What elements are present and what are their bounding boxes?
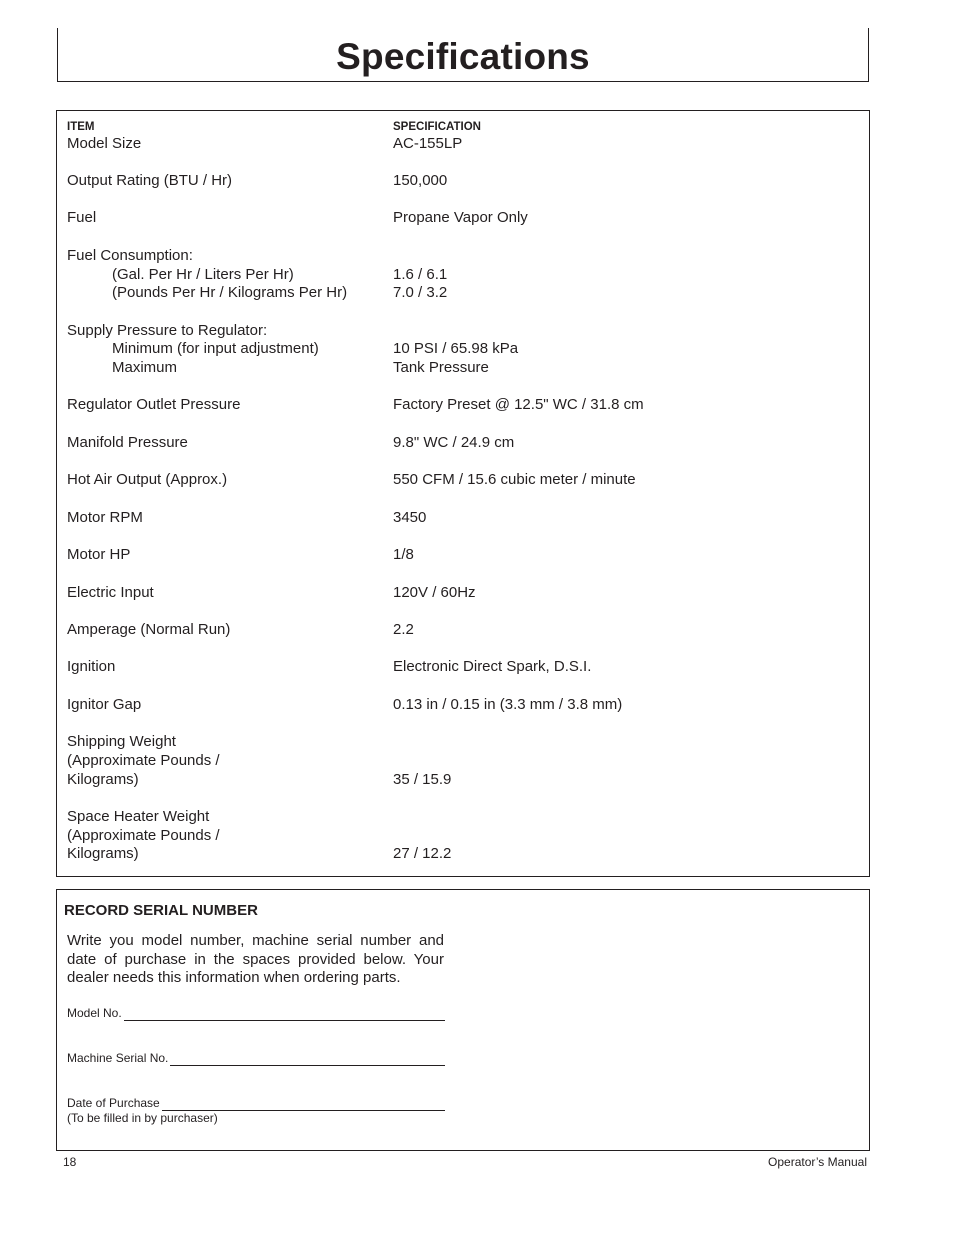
spec-value: Factory Preset @ 12.5" WC / 31.8 cm — [393, 396, 644, 413]
spec-value: 120V / 60Hz — [393, 584, 476, 601]
spec-item: Ignition — [67, 658, 116, 675]
model-number-line[interactable] — [124, 1008, 445, 1021]
title-box — [57, 28, 869, 82]
machine-serial-field[interactable] — [67, 1051, 445, 1066]
manual-name: Operator’s Manual — [768, 1155, 867, 1169]
spec-item: Amperage (Normal Run) — [67, 621, 231, 638]
machine-serial-label: Machine Serial No. — [67, 1051, 169, 1065]
item-column-header: ITEM — [67, 121, 95, 133]
spec-value: 1.6 / 6.1 — [393, 266, 448, 283]
specification-column-header: SPECIFICATION — [393, 121, 481, 133]
spec-value: 2.2 — [393, 621, 414, 638]
spec-value: 1/8 — [393, 546, 414, 563]
spec-value: 0.13 in / 0.15 in (3.3 mm / 3.8 mm) — [393, 696, 623, 713]
spec-value: Tank Pressure — [393, 359, 489, 376]
date-of-purchase-field[interactable] — [67, 1096, 445, 1111]
spec-value: 7.0 / 3.2 — [393, 284, 448, 301]
date-of-purchase-label: Date of Purchase — [67, 1096, 160, 1110]
spec-subitem: (Pounds Per Hr / Kilograms Per Hr) — [112, 284, 348, 301]
spec-value: 3450 — [393, 509, 427, 526]
model-number-label: Model No. — [67, 1006, 122, 1020]
spec-value: 27 / 12.2 — [393, 845, 452, 862]
spec-item: Ignitor Gap — [67, 696, 142, 713]
spec-value: 9.8" WC / 24.9 cm — [393, 434, 515, 451]
date-of-purchase-line[interactable] — [162, 1098, 445, 1111]
spec-item: (Approximate Pounds / — [67, 827, 220, 844]
spec-item: Kilograms) — [67, 771, 139, 788]
model-number-field[interactable] — [67, 1006, 445, 1021]
spec-item: Hot Air Output (Approx.) — [67, 471, 228, 488]
spec-value: 10 PSI / 65.98 kPa — [393, 340, 519, 357]
specifications-table — [56, 110, 870, 877]
spec-value: Electronic Direct Spark, D.S.I. — [393, 658, 592, 675]
spec-item: Shipping Weight — [67, 733, 176, 750]
spec-item: Output Rating (BTU / Hr) — [67, 172, 233, 189]
page-title: Specifications — [336, 36, 590, 77]
spec-value: 35 / 15.9 — [393, 771, 452, 788]
spec-item: Model Size — [67, 135, 142, 152]
spec-item: Motor RPM — [67, 509, 143, 526]
spec-value: 150,000 — [393, 172, 448, 189]
page-number: 18 — [63, 1155, 77, 1169]
spec-item: Fuel Consumption: — [67, 247, 193, 264]
spec-item: Fuel — [67, 209, 97, 226]
spec-item: Regulator Outlet Pressure — [67, 396, 241, 413]
spec-value: 550 CFM / 15.6 cubic meter / minute — [393, 471, 636, 488]
spec-item: Electric Input — [67, 584, 154, 601]
spec-item: Motor HP — [67, 546, 131, 563]
spec-item: Manifold Pressure — [67, 434, 188, 451]
spec-item: Space Heater Weight — [67, 808, 210, 825]
purchaser-note: (To be filled in by purchaser) — [67, 1111, 218, 1125]
spec-value: AC-155LP — [393, 135, 463, 152]
spec-item: Kilograms) — [67, 845, 139, 862]
spec-subitem: Maximum — [112, 359, 178, 376]
spec-item: Supply Pressure to Regulator: — [67, 322, 268, 339]
spec-subitem: (Gal. Per Hr / Liters Per Hr) — [112, 266, 294, 283]
record-serial-number-box — [56, 889, 870, 1151]
spec-subitem: Minimum (for input adjustment) — [112, 340, 319, 357]
machine-serial-line[interactable] — [170, 1053, 445, 1066]
spec-item: (Approximate Pounds / — [67, 752, 220, 769]
spec-value: Propane Vapor Only — [393, 209, 528, 226]
serial-instructions: Write you model number, machine serial number and date of purchase in the spaces provided below. Your dealer needs this information when ordering parts. — [67, 932, 444, 986]
serial-section-title: RECORD SERIAL NUMBER — [64, 902, 258, 919]
